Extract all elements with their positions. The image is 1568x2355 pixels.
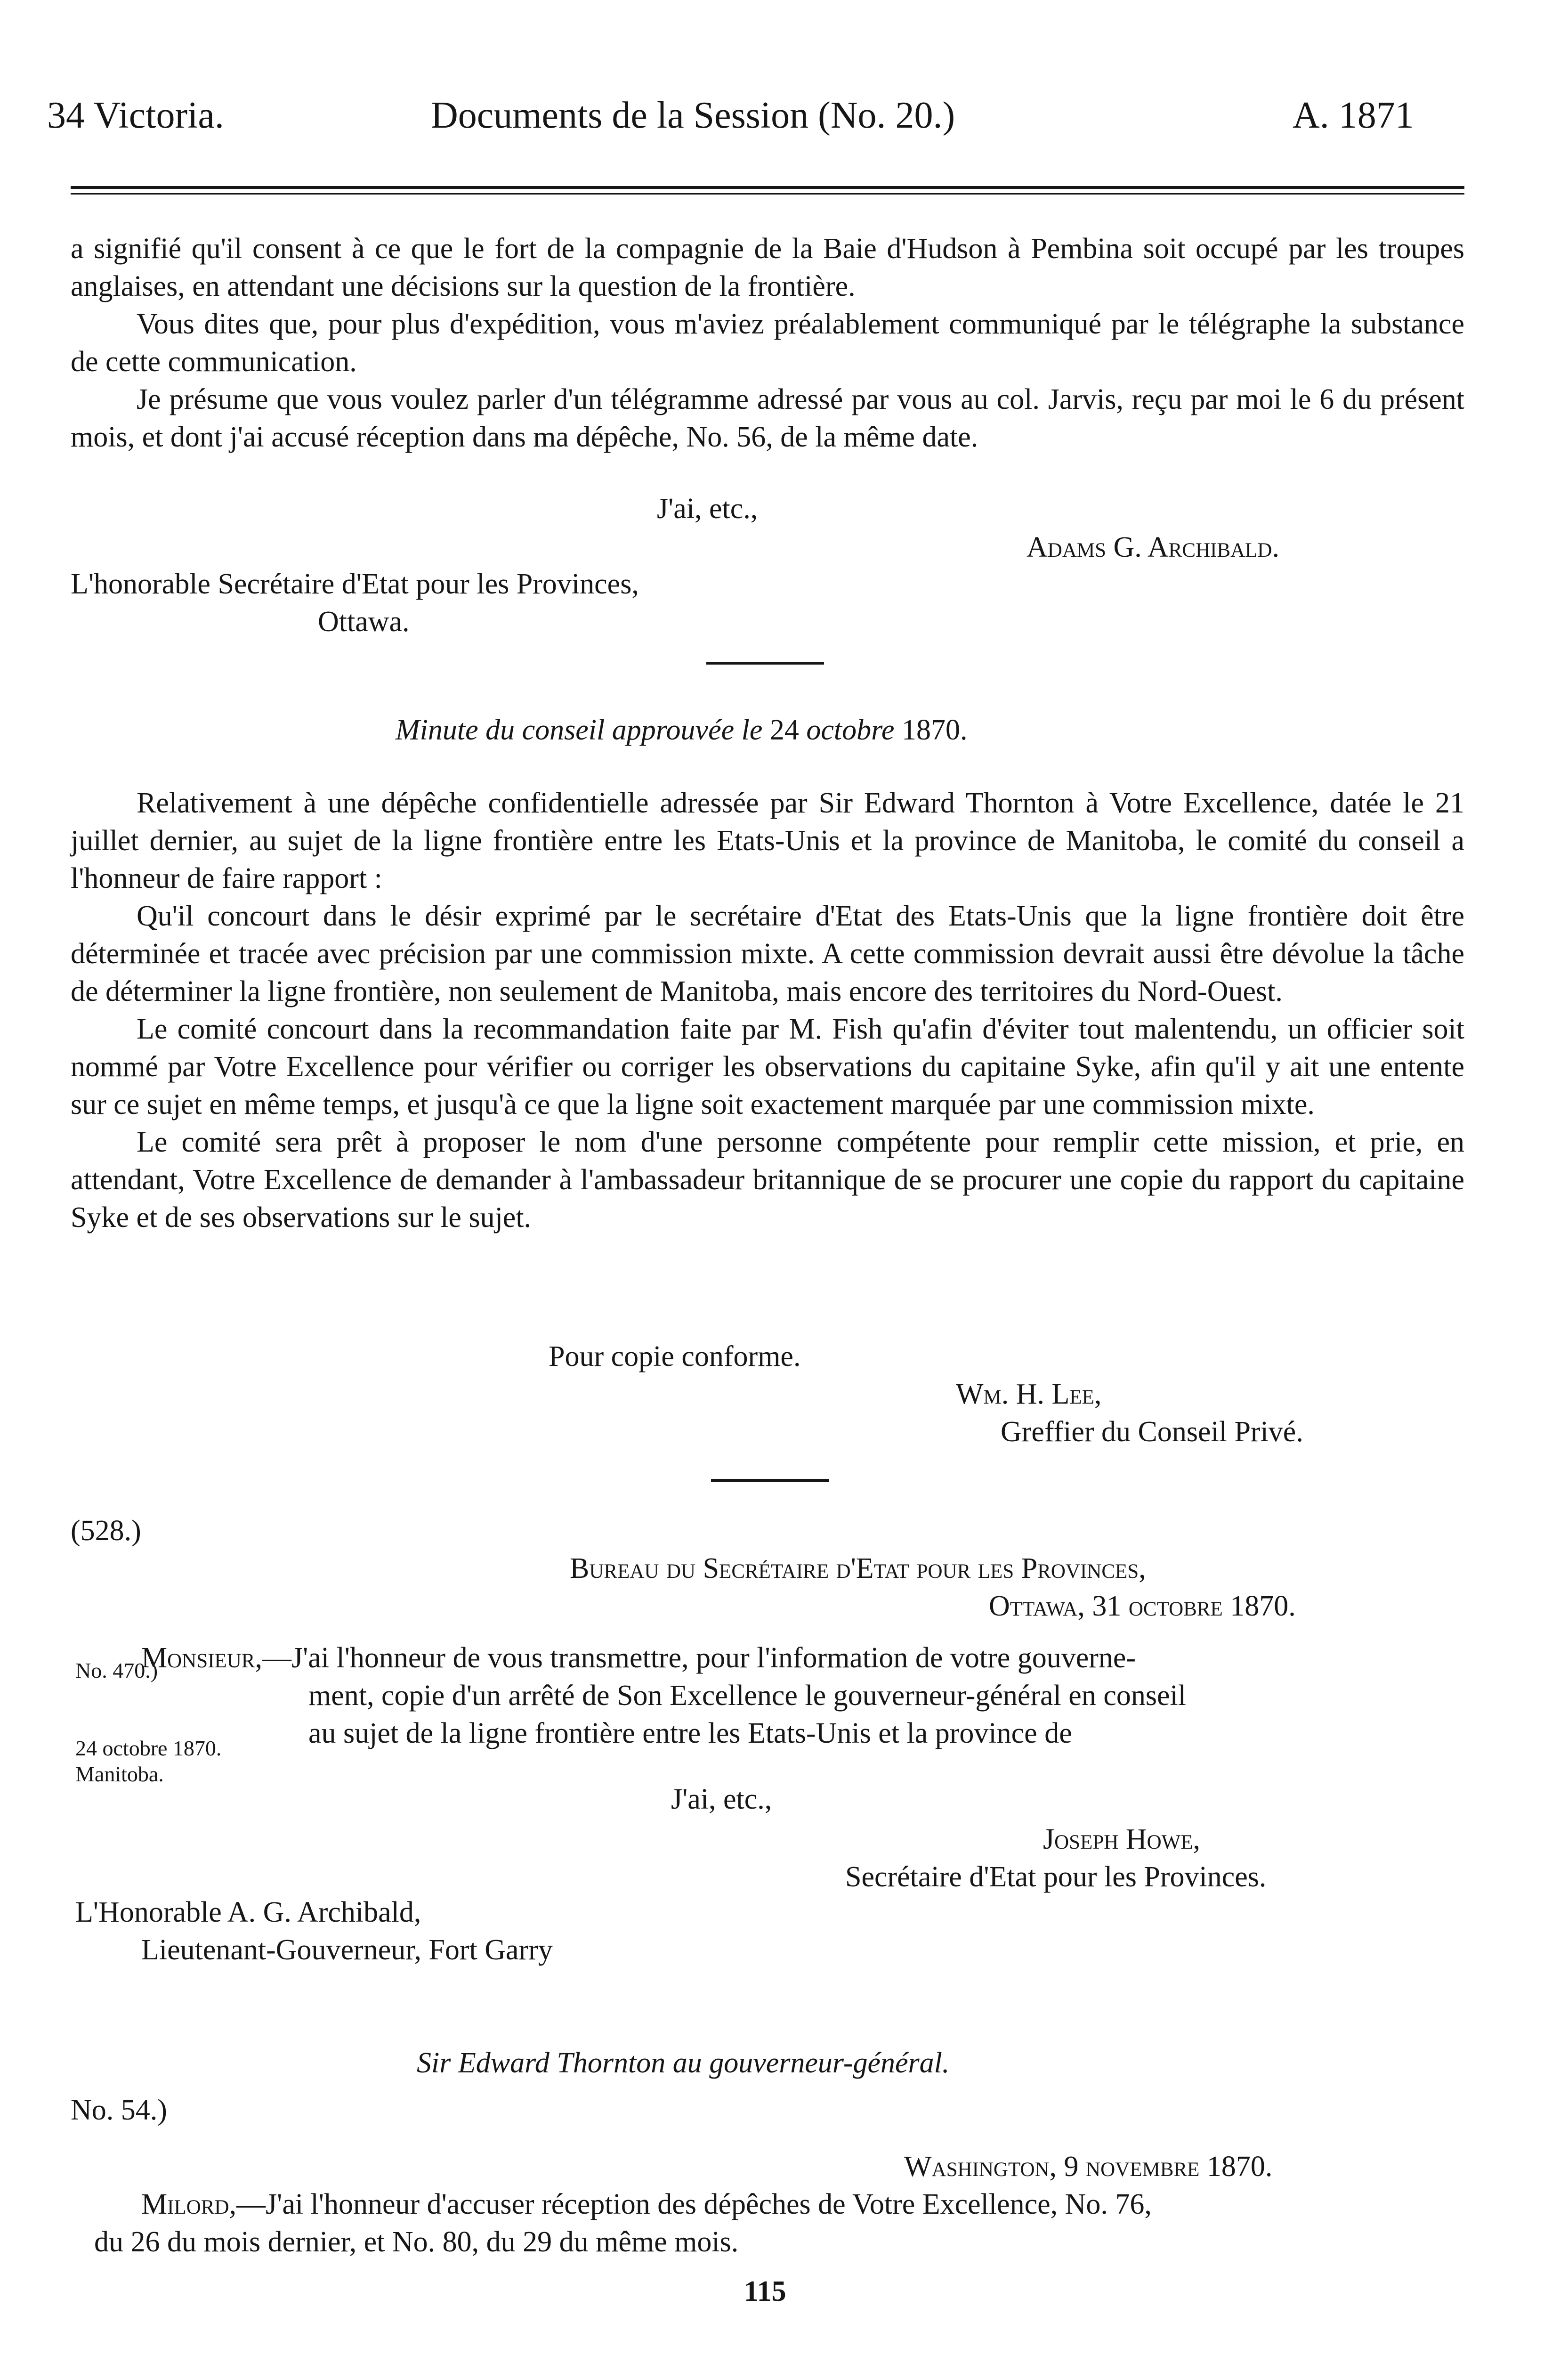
section4-line-2: du 26 du mois dernier, et No. 80, du 29 du même mois. (94, 2226, 739, 2258)
section3-addressee-title: Lieutenant-Gouverneur, Fort Garry (141, 1934, 553, 1966)
section3-addressee-name: L'Honorable A. G. Archibald, (75, 1896, 421, 1928)
header-rule-thin (71, 193, 1464, 195)
section2-title: Minute du conseil approuvée le 24 octobre 1870. (396, 714, 968, 746)
page-number: 115 (744, 2275, 786, 2307)
header-volume: A. 1871 (1293, 95, 1414, 136)
section4-title: Sir Edward Thornton au gouverneur-général. (417, 2047, 950, 2079)
section1-paragraph-2: Vous dites que, pour plus d'expédition, vous m'aviez préalablement communiqué par le télégraphe la substance de cette communication. (71, 308, 1464, 378)
section1-body (71, 230, 1464, 456)
section4-document-number: No. 54.) (71, 2094, 167, 2126)
section3-margin-note-date: 24 octobre 1870. (75, 1736, 222, 1760)
section3-line-2: ment, copie d'un arrêté de Son Excellence le gouverneur-général en conseil (308, 1680, 1186, 1712)
section2-paragraph-2: Qu'il concourt dans le désir exprimé par le secrétaire d'Etat des Etats-Unis que la ligne frontière doit être déterminée et tracée avec précision par une commission mixte. A cette commission devrait aussi être dévolue la tâche de déterminer la ligne frontière, non seulement de Manitoba, mais encore des territoires du Nord-Ouest. (71, 900, 1464, 1007)
section3-office: Bureau du Secrétaire d'Etat pour les Provinces, (570, 1552, 1146, 1584)
section2-signature-name: Wm. H. Lee, (956, 1378, 1102, 1410)
section-divider-2 (711, 1479, 829, 1482)
section3-line-3: au sujet de la ligne frontière entre les Etats-Unis et la province de (308, 1717, 1072, 1749)
section3-closing: J'ai, etc., (671, 1783, 772, 1815)
section3-signature-title: Secrétaire d'Etat pour les Provinces. (845, 1861, 1267, 1893)
section2-body (71, 784, 1464, 1236)
section2-paragraph-4: Le comité sera prêt à proposer le nom d'une personne compétente pour remplir cette mission, et prie, en attendant, Votre Excellence de demander à l'ambassadeur britannique de se procurer une copie du rapport du capitaine Syke et de ses observations sur le sujet. (71, 1126, 1464, 1234)
section1-addressee-city: Ottawa. (318, 606, 410, 638)
section3-place-date: Ottawa, 31 octobre 1870. (989, 1590, 1296, 1622)
section2-certification: Pour copie conforme. (549, 1340, 801, 1372)
section2-paragraph-3: Le comité concourt dans la recommandation faite par M. Fish qu'afin d'éviter tout malentendu, un officier soit nommé par Votre Excellence pour vérifier ou corriger les observations du capitaine Syke, afin qu'il y ait une entente sur ce sujet en même temps, et jusqu'à ce que la ligne soit exactement marquée par une commission mixte. (71, 1013, 1464, 1121)
header-document-title: Documents de la Session (No. 20.) (431, 95, 955, 136)
section1-paragraph-1: a signifié qu'il consent à ce que le fort de la compagnie de la Baie d'Hudson à Pembina soit occupé par les troupes anglaises, en attendant une décisions sur la question de la frontière. (71, 233, 1464, 302)
section2-signature-title: Greffier du Conseil Privé. (1001, 1416, 1303, 1448)
section1-paragraph-3: Je présume que vous voulez parler d'un télégramme adressé par vous au col. Jarvis, reçu par moi le 6 du présent mois, et dont j'ai accusé réception dans ma dépêche, No. 56, de la même date. (71, 383, 1464, 453)
section2-paragraph-1: Relativement à une dépêche confidentielle adressée par Sir Edward Thornton à Votre Excellence, datée le 21 juillet dernier, au sujet de la ligne frontière entre les Etats-Unis et la province de Manitoba, le comité du conseil a l'honneur de faire rapport : (71, 787, 1464, 894)
section3-document-number: (528.) (71, 1515, 141, 1547)
section1-closing: J'ai, etc., (657, 493, 758, 525)
section1-signature: Adams G. Archibald. (1026, 531, 1279, 563)
header-rule-thick (71, 186, 1464, 189)
section3-margin-note-subject: Manitoba. (75, 1762, 164, 1786)
section4-place-date: Washington, 9 novembre 1870. (904, 2151, 1273, 2183)
section-divider-1 (706, 662, 824, 665)
section3-line-1: Monsieur,—J'ai l'honneur de vous transmettre, pour l'information de votre gouverne- (141, 1642, 1136, 1674)
section4-line-1: Milord,—J'ai l'honneur d'accuser réception des dépêches de Votre Excellence, No. 76, (141, 2188, 1152, 2220)
section3-margin-note-number: No. 470.) (75, 1658, 158, 1682)
section3-signature-name: Joseph Howe, (1043, 1823, 1201, 1855)
section1-addressee-title: L'honorable Secrétaire d'Etat pour les Provinces, (71, 568, 639, 600)
header-session-year: 34 Victoria. (47, 95, 224, 136)
